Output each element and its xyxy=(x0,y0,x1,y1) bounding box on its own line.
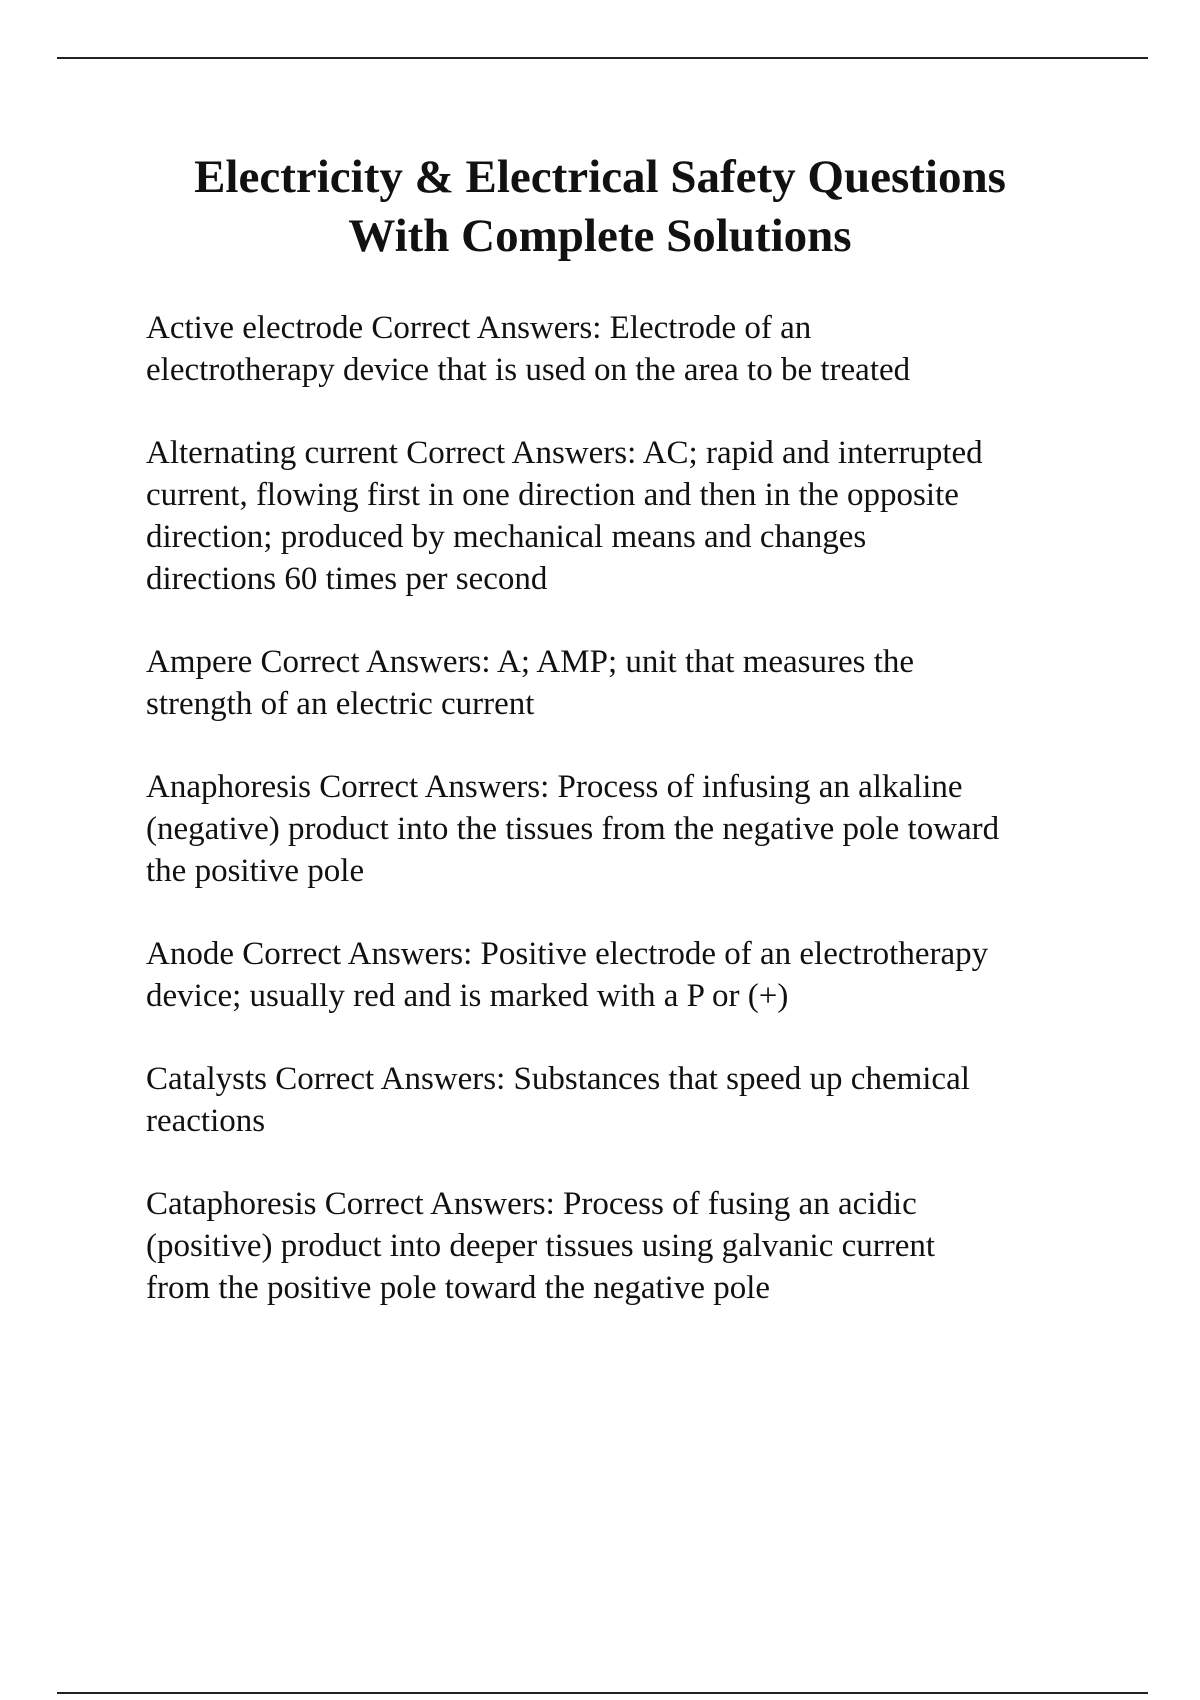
entry-line: Active electrode Correct Answers: Electrode of an xyxy=(146,310,812,346)
entry-line: strength of an electric current xyxy=(146,686,535,722)
entry-line: direction; produced by mechanical means and changes xyxy=(146,519,867,555)
entry-line: (negative) product into the tissues from the negative pole toward xyxy=(146,811,1000,847)
header-rule xyxy=(57,57,1148,59)
qa-list xyxy=(146,307,1146,1350)
entry-line: Cataphoresis Correct Answers: Process of fusing an acidic xyxy=(146,1186,917,1222)
qa-entry-ampere xyxy=(146,641,1146,725)
entry-line: reactions xyxy=(146,1103,266,1139)
title-line: With Complete Solutions xyxy=(348,210,852,262)
entry-line: directions 60 times per second xyxy=(146,561,548,597)
entry-line: Alternating current Correct Answers: AC; rapid and interrupted xyxy=(146,435,983,471)
document-title xyxy=(0,148,1200,266)
qa-entry-active-electrode xyxy=(146,307,1146,391)
entry-line: Ampere Correct Answers: A; AMP; unit that measures the xyxy=(146,644,915,680)
entry-line: (positive) product into deeper tissues using galvanic current xyxy=(146,1228,936,1264)
entry-line: current, flowing first in one direction and then in the opposite xyxy=(146,477,959,513)
entry-line: from the positive pole toward the negative pole xyxy=(146,1270,771,1306)
qa-entry-cataphoresis xyxy=(146,1183,1146,1309)
entry-line: electrotherapy device that is used on the area to be treated xyxy=(146,352,911,388)
entry-line: the positive pole xyxy=(146,853,365,889)
qa-entry-anaphoresis xyxy=(146,766,1146,892)
entry-line: Catalysts Correct Answers: Substances that speed up chemical xyxy=(146,1061,970,1097)
qa-entry-catalysts xyxy=(146,1058,1146,1142)
entry-line: Anaphoresis Correct Answers: Process of infusing an alkaline xyxy=(146,769,963,805)
entry-line: device; usually red and is marked with a P or (+) xyxy=(146,978,789,1014)
footer-rule xyxy=(57,1692,1148,1694)
entry-line: Anode Correct Answers: Positive electrode of an electrotherapy xyxy=(146,936,989,972)
qa-entry-anode xyxy=(146,933,1146,1017)
title-line: Electricity & Electrical Safety Questions xyxy=(194,151,1006,203)
qa-entry-alternating-current xyxy=(146,432,1146,600)
